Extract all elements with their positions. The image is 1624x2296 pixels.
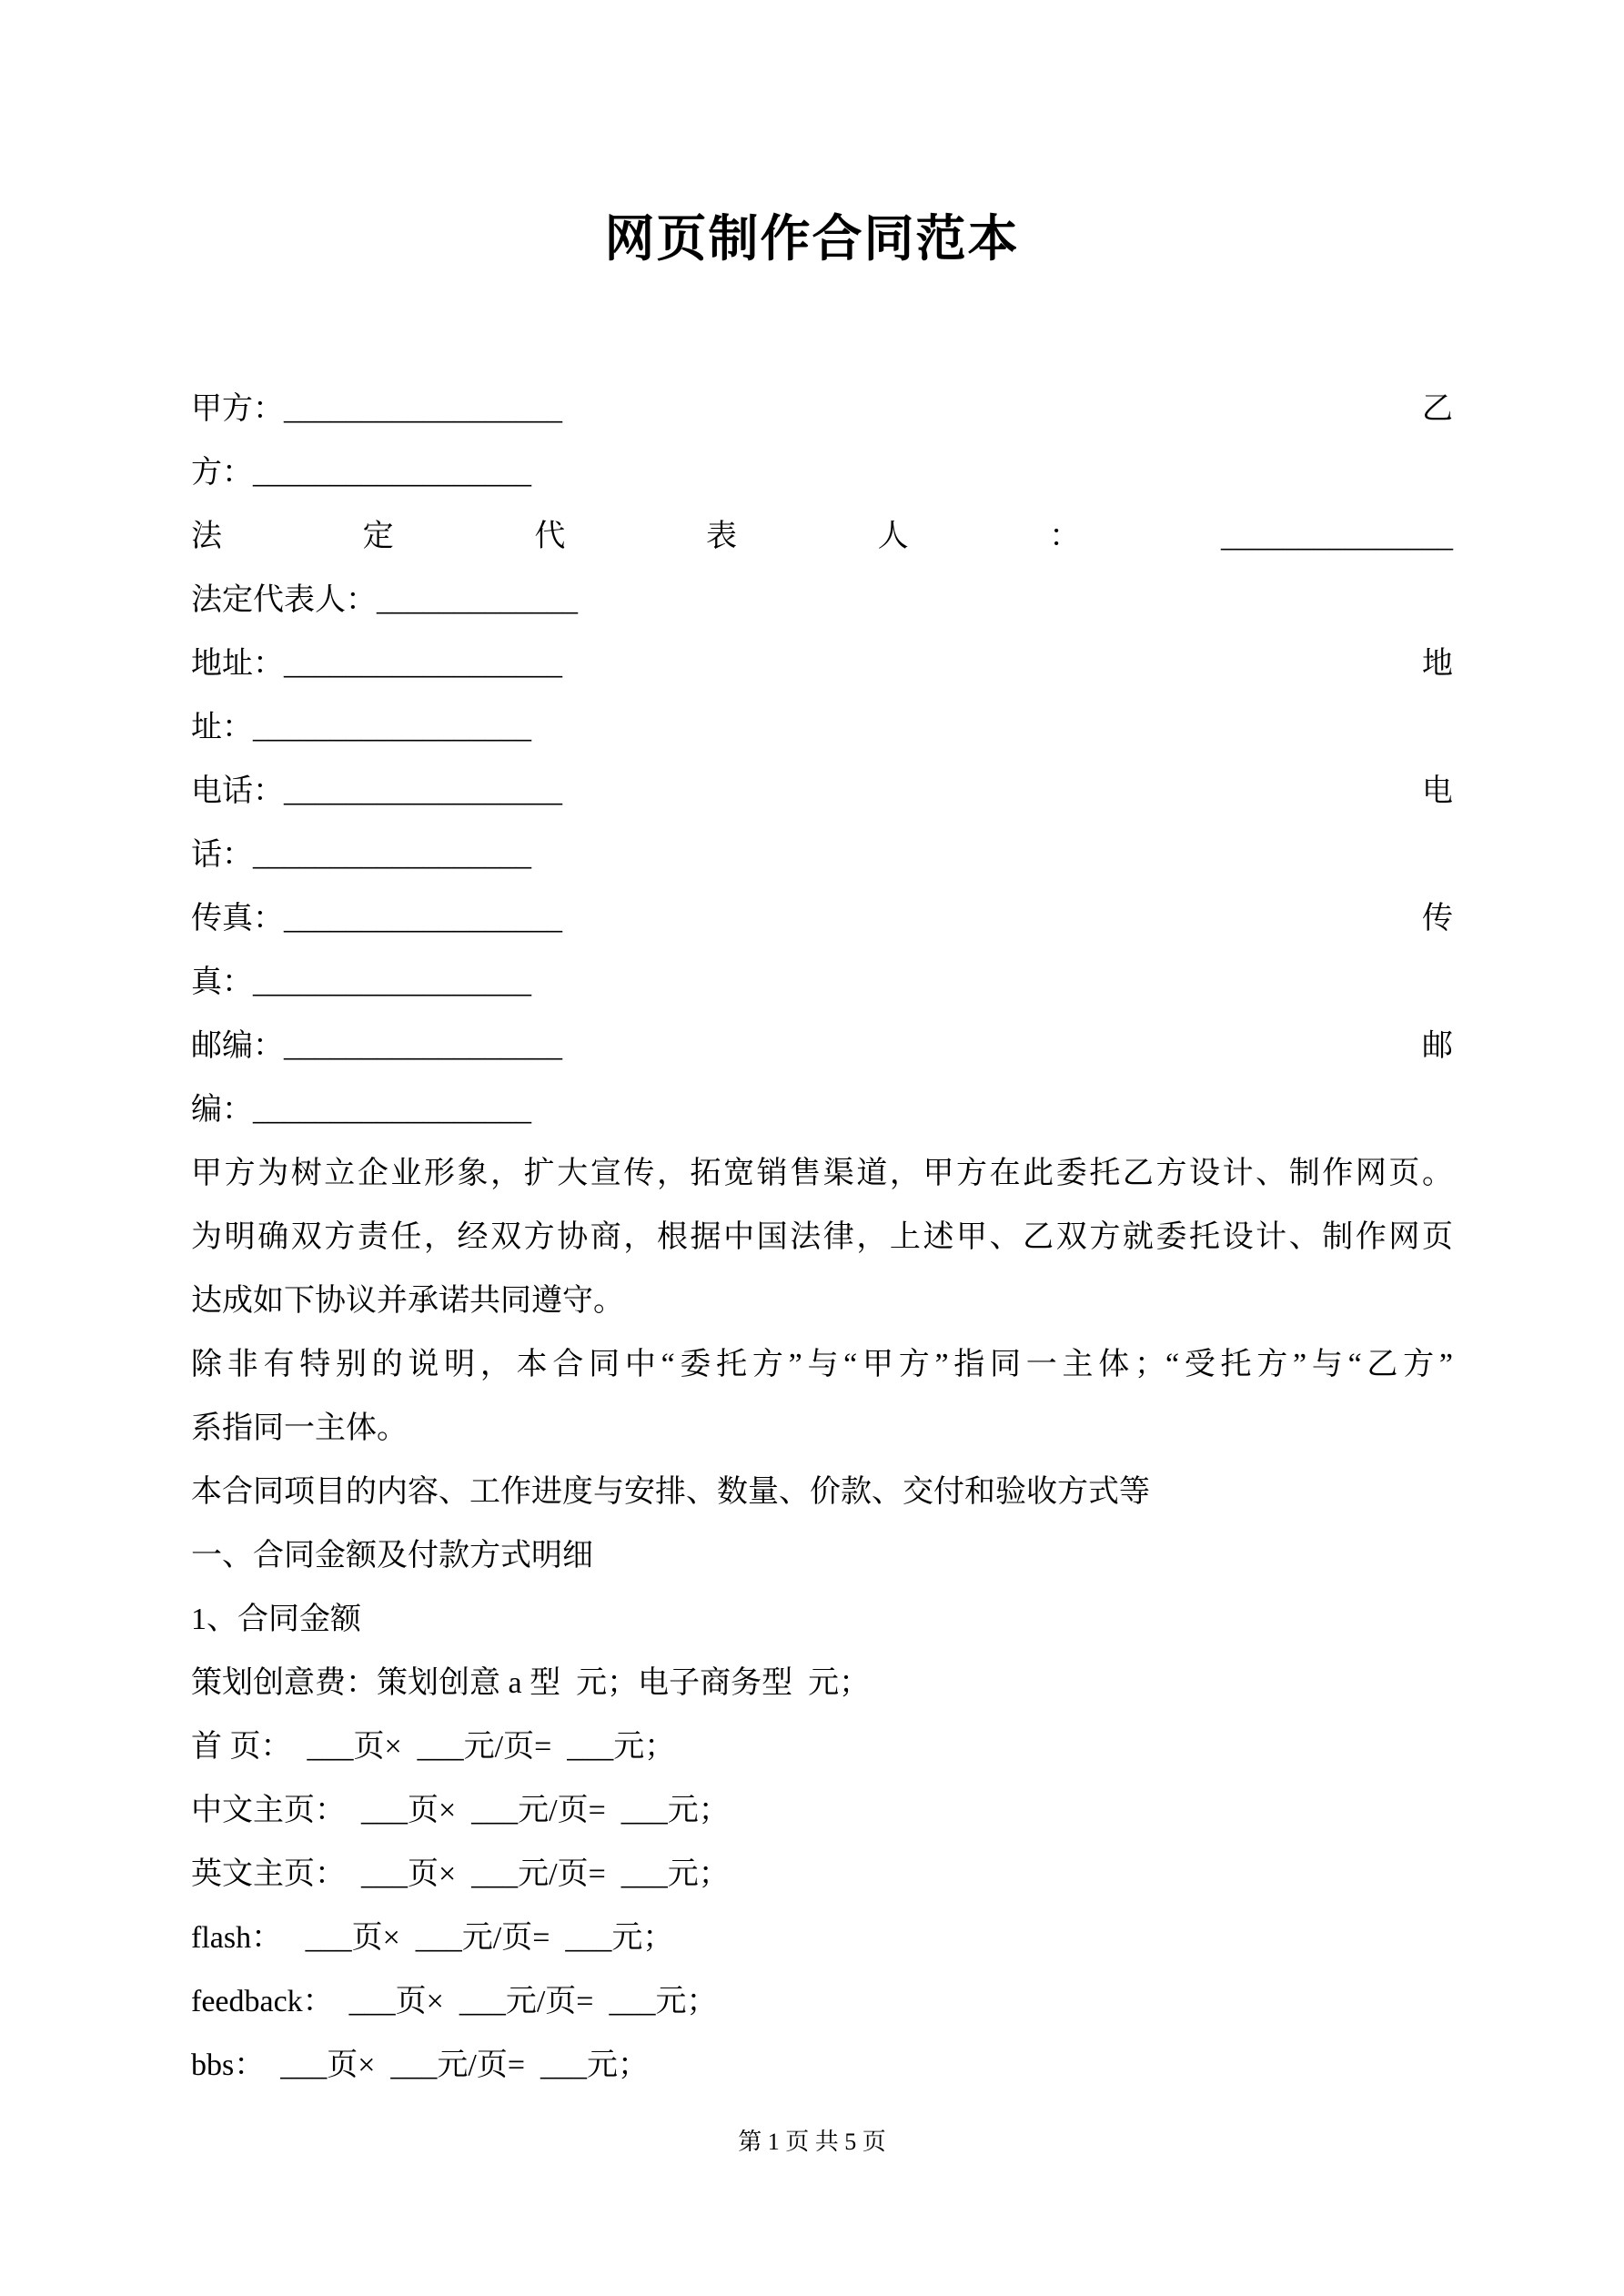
form-line-fax-a: [191, 887, 1453, 951]
form-line-address-a: [191, 632, 1453, 696]
form-line-legal-rep-b: 法定代表人：_____________: [191, 583, 578, 617]
legal-rep-char: 表: [705, 520, 737, 553]
intro-paragraph-line-1: 甲方为树立企业形象，扩大宣传，拓宽销售渠道，甲方在此委托乙方设计、制作网页。: [191, 1157, 1453, 1190]
fee-line-bbs: bbs： ___页× ___元/页= ___元；: [191, 2048, 650, 2082]
definition-paragraph-line-2: 系指同一主体。: [191, 1411, 408, 1445]
page-number-footer: 第 1 页 共 5 页: [738, 2129, 886, 2155]
legal-rep-char: 法: [191, 520, 222, 553]
form-line-zip-a: [191, 1015, 1453, 1078]
address-label-start: 地: [1422, 647, 1453, 681]
legal-rep-char: 定: [362, 520, 394, 553]
party-a-label-with-blank: 甲方：__________________: [191, 392, 562, 426]
fax-label-start: 传: [1422, 902, 1453, 936]
document-body: [0, 378, 1624, 2098]
zip-label-start: 邮: [1422, 1029, 1453, 1063]
fee-line-creative: 策划创意费：策划创意 a 型 元；电子商务型 元；: [191, 1666, 871, 1700]
fee-line-homepage: 首 页： ___页× ___元/页= ___元；: [191, 1730, 676, 1764]
form-line-party-b-wrap: 方：__________________: [191, 456, 531, 490]
form-line-zip-b-wrap: 编：__________________: [191, 1093, 531, 1127]
form-line-phone-b-wrap: 话：__________________: [191, 838, 531, 872]
party-b-label-start: 乙: [1422, 392, 1453, 426]
page-title: 网页制作合同范本: [604, 211, 1020, 267]
fee-line-english-page: 英文主页： ___页× ___元/页= ___元；: [191, 1857, 730, 1891]
fee-line-feedback: feedback： ___页× ___元/页= ___元；: [191, 1985, 718, 2018]
fee-line-chinese-page: 中文主页： ___页× ___元/页= ___元；: [191, 1794, 730, 1827]
legal-rep-char: 人: [877, 520, 909, 553]
legal-rep-char: 代: [534, 520, 566, 553]
form-line-party-a: [191, 378, 1453, 441]
blank-underline: _______________: [1220, 520, 1453, 553]
form-line-address-b-wrap: 址：__________________: [191, 711, 531, 744]
phone-label-with-blank: 电话：__________________: [191, 774, 562, 808]
form-line-phone-a: [191, 760, 1453, 824]
address-label-with-blank: 地址：__________________: [191, 647, 562, 681]
scope-summary-line: 本合同项目的内容、工作进度与安排、数量、价款、交付和验收方式等: [191, 1475, 1150, 1509]
definition-paragraph-line-1: 除非有特别的说明，本合同中“委托方”与“甲方”指同一主体；“受托方”与“乙方”: [191, 1348, 1453, 1381]
phone-label-start: 电: [1422, 774, 1453, 808]
zip-label-with-blank: 邮编：__________________: [191, 1029, 562, 1063]
form-line-legal-rep-a: [191, 505, 1453, 569]
legal-rep-colon: ：: [1049, 520, 1081, 553]
form-line-fax-b-wrap: 真：__________________: [191, 966, 531, 999]
intro-paragraph-line-2: 为明确双方责任，经双方协商，根据中国法律，上述甲、乙双方就委托设计、制作网页: [191, 1220, 1453, 1254]
fee-line-flash: flash： ___页× ___元/页= ___元；: [191, 1921, 674, 1955]
sub-heading-1-1: 1、合同金额: [191, 1603, 361, 1636]
fax-label-with-blank: 传真：__________________: [191, 902, 562, 936]
section-heading-1: 一、合同金额及付款方式明细: [191, 1539, 593, 1573]
intro-paragraph-line-3: 达成如下协议并承诺共同遵守。: [191, 1284, 624, 1318]
